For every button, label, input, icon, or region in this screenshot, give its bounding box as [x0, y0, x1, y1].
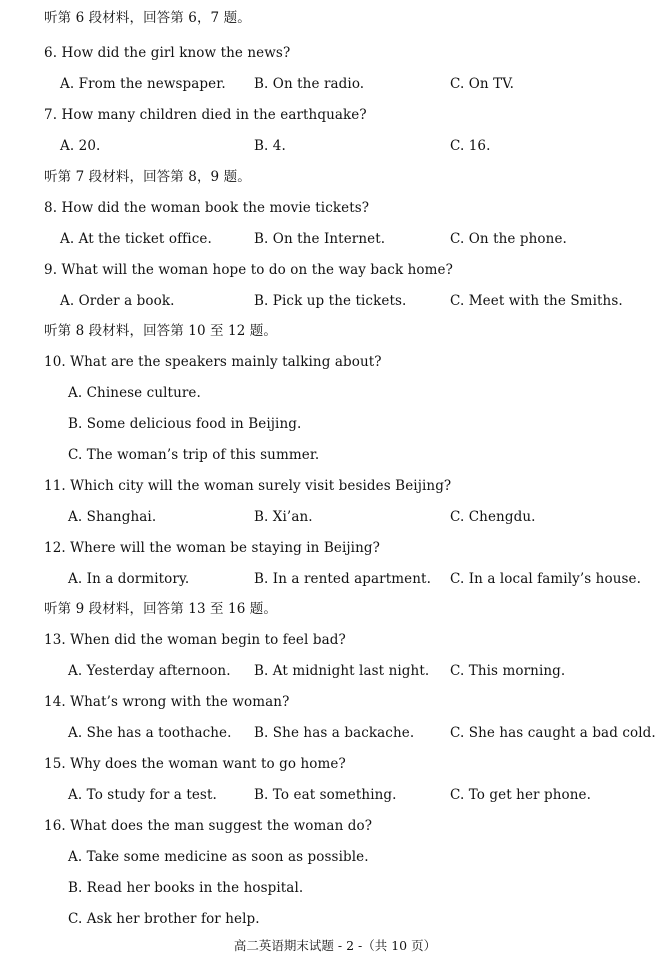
section-heading-8-9: 听第 7 段材料，回答第 8，9 题。 — [44, 169, 251, 185]
option-10a: A. Chinese culture. — [68, 385, 201, 401]
option-9c: C. Meet with the Smiths. — [450, 293, 623, 309]
option-13b: B. At midnight last night. — [254, 663, 430, 679]
option-14b: B. She has a backache. — [254, 725, 415, 741]
option-16c: C. Ask her brother for help. — [68, 911, 260, 927]
page-footer: 高二英语期末试题 - 2 -（共 10 页） — [233, 938, 437, 953]
option-8a: A. At the ticket office. — [60, 231, 212, 247]
option-16b: B. Read her books in the hospital. — [68, 880, 304, 896]
option-7a: A. 20. — [60, 138, 101, 154]
option-11a: A. Shanghai. — [68, 509, 157, 525]
option-12a: A. In a dormitory. — [68, 571, 190, 587]
option-15c: C. To get her phone. — [450, 787, 592, 803]
option-11b: B. Xi’an. — [254, 509, 313, 525]
option-6b: B. On the radio. — [254, 76, 365, 92]
option-15a: A. To study for a test. — [68, 787, 217, 803]
option-9a: A. Order a book. — [60, 293, 175, 309]
option-12b: B. In a rented apartment. — [254, 571, 431, 587]
question-9: 9. What will the woman hope to do on the way back home? — [44, 262, 453, 278]
option-14c: C. She has caught a bad cold. — [450, 725, 656, 741]
option-16a: A. Take some medicine as soon as possible. — [68, 849, 369, 865]
question-15: 15. Why does the woman want to go home? — [44, 756, 346, 772]
question-13: 13. When did the woman begin to feel bad? — [44, 632, 346, 648]
option-8c: C. On the phone. — [450, 231, 567, 247]
option-11c: C. Chengdu. — [450, 509, 536, 525]
section-heading-13-16: 听第 9 段材料，回答第 13 至 16 题。 — [44, 601, 277, 617]
option-10c: C. The woman’s trip of this summer. — [68, 447, 320, 463]
option-13a: A. Yesterday afternoon. — [68, 663, 231, 679]
question-12: 12. Where will the woman be staying in Beijing? — [44, 540, 380, 556]
question-6: 6. How did the girl know the news? — [44, 45, 291, 61]
question-14: 14. What’s wrong with the woman? — [44, 694, 290, 710]
option-9b: B. Pick up the tickets. — [254, 293, 407, 309]
option-7b: B. 4. — [254, 138, 286, 154]
option-7c: C. 16. — [450, 138, 491, 154]
question-16: 16. What does the man suggest the woman do? — [44, 818, 373, 834]
question-8: 8. How did the woman book the movie tickets? — [44, 200, 370, 216]
option-14a: A. She has a toothache. — [68, 725, 232, 741]
question-7: 7. How many children died in the earthquake? — [44, 107, 367, 123]
section-heading-6-7: 听第 6 段材料，回答第 6，7 题。 — [44, 10, 251, 26]
question-11: 11. Which city will the woman surely visit besides Beijing? — [44, 478, 452, 494]
question-10: 10. What are the speakers mainly talking about? — [44, 354, 382, 370]
section-heading-10-12: 听第 8 段材料，回答第 10 至 12 题。 — [44, 323, 277, 339]
option-10b: B. Some delicious food in Beijing. — [68, 416, 302, 432]
option-6c: C. On TV. — [450, 76, 515, 92]
option-8b: B. On the Internet. — [254, 231, 386, 247]
option-6a: A. From the newspaper. — [60, 76, 226, 92]
option-15b: B. To eat something. — [254, 787, 397, 803]
option-13c: C. This morning. — [450, 663, 566, 679]
option-12c: C. In a local family’s house. — [450, 571, 641, 587]
